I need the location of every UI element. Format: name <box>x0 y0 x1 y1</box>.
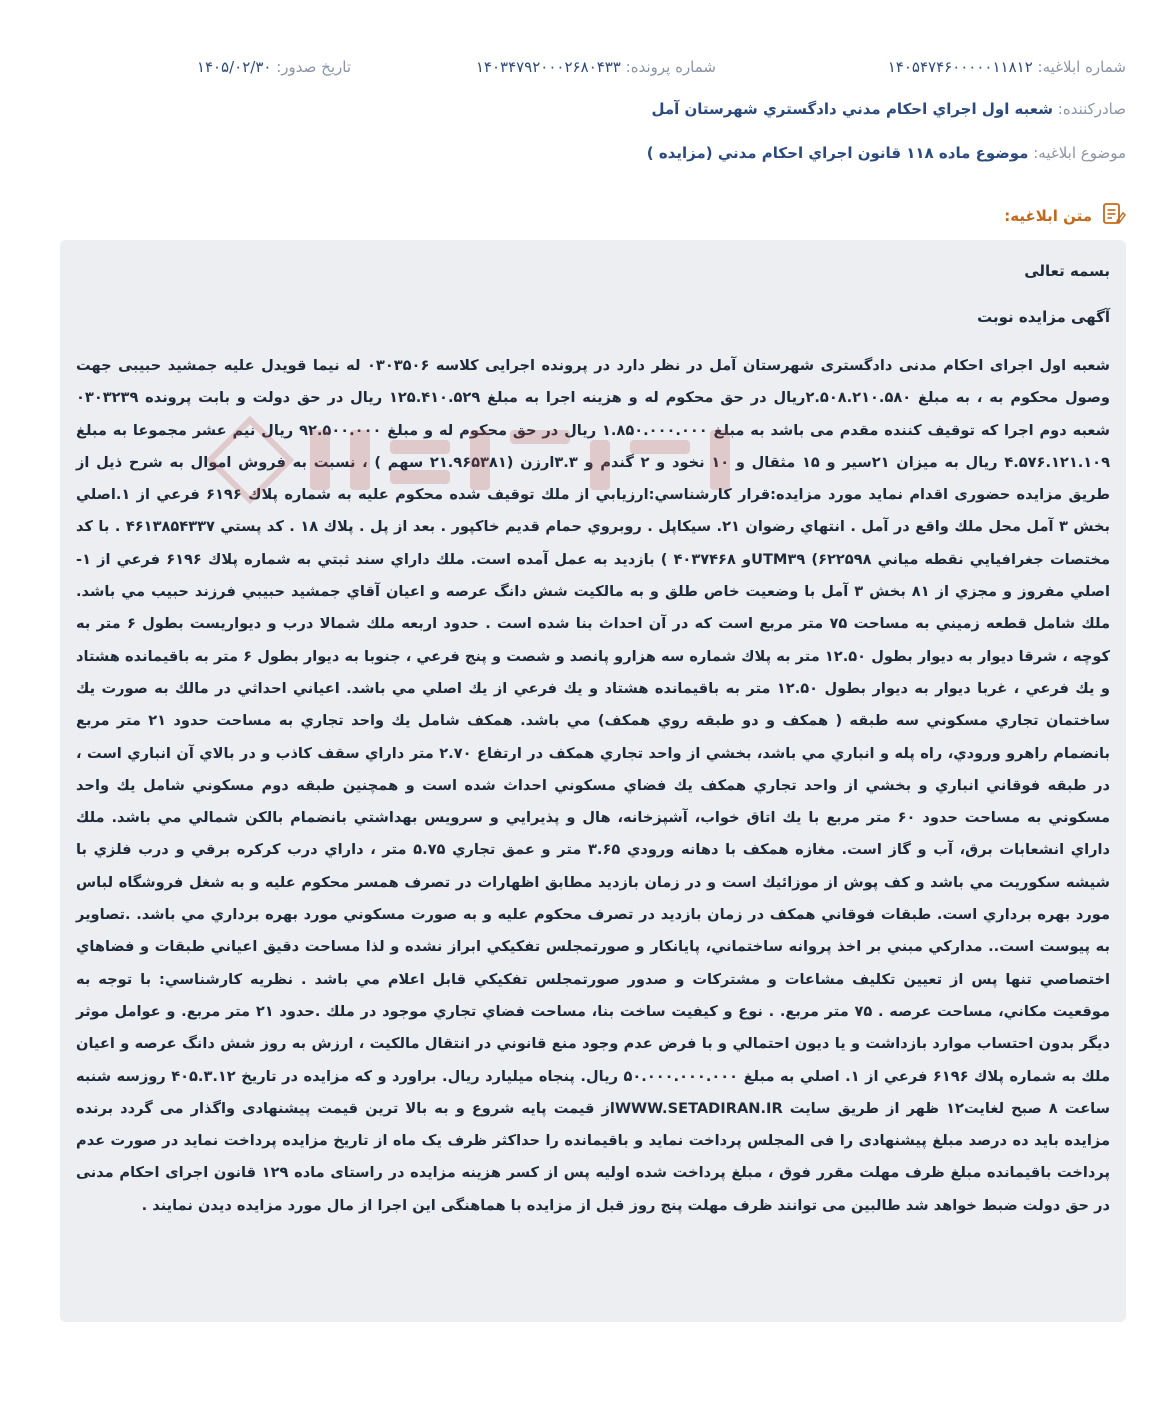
issue-date-value: ۱۴۰۵/۰۲/۳۰ <box>196 58 272 76</box>
issuer-row <box>48 100 1126 118</box>
notice-number-label: شماره ابلاغیه: <box>1037 58 1126 76</box>
issue-date <box>197 58 351 76</box>
notice-subheading: آگهی مزایده نوبت <box>977 308 1110 326</box>
section-title-text: متن ابلاغیه: <box>1004 207 1092 225</box>
issuer-value: شعبه اول اجراي احكام مدني دادگستري شهرستان آمل <box>651 100 1053 118</box>
section-title <box>1004 201 1126 231</box>
case-number-value: ۱۴۰۳۴۷۹۲۰۰۰۲۶۸۰۴۳۳ <box>475 58 621 76</box>
case-number <box>476 58 716 76</box>
case-number-label: شماره پرونده: <box>625 58 716 76</box>
notice-heading: بسمه تعالی <box>1024 262 1110 280</box>
issuer-label: صادرکننده: <box>1057 100 1126 118</box>
note-icon <box>1100 201 1126 231</box>
notice-body: شعبه اول اجرای احکام مدنی دادگستری شهرستان آمل در نظر دارد در پرونده اجرایی کلاسه ۰۳۰۳۵۰۶ له نیما قویدل علیه جمشید حبیبی جهت وصول محکوم به ، به مبلغ ۲.۵۰۸.۲۱۰.۵۸۰ریال در حق محکوم له و هزینه اجرا به مبلغ ۱۲۵.۴۱۰.۵۲۹ ریال در حق دولت و بابت پرونده ۰۳۰۳۲۳۹ شعبه دوم اجرا که توقیف کننده مقدم می باشد به مبلغ ۱.۸۵۰.۰۰۰.۰۰۰ ریال در حق محکوم له و مبلغ ۹۲.۵۰۰.۰۰۰ ریال نیم عشر مجموعا به مبلغ ۴.۵۷۶.۱۲۱.۱۰۹ ریال به میزان ۲۱سیر و ۱۵ مثقال و ۱۰ نخود و ۲ گندم و ۳.۳ارزن (۲۱.۹۶۵۳۸۱ سهم ) ، نسبت به فروش اموال به شرح ذیل از طریق مزایده حضوری اقدام نماید مورد مزایده:قرار کارشناسي:ارزيابي از ملك توقيف شده محكوم عليه به شماره پلاك ۶۱۹۶ فرعي از ۱.اصلي بخش ۳ آمل محل ملك واقع در آمل . انتهاي رضوان ۲۱. سيكاپل . روبروي حمام قديم خاكپور . بعد از پل . پلاك ۱۸ . كد پستي ۴۶۱۳۸۵۴۳۳۷ . با كد مختصات جغرافيايي نقطه مياني ۶۲۲۵۹۸) UTM۳۹و ۴۰۳۷۴۶۸ ) بازديد به عمل آمده است. ملك داراي سند ثبتي به شماره پلاك ۶۱۹۶ فرعي از ۱- اصلي مفروز و مجزي از ۸۱ بخش ۳ آمل با وضعيت خاص طلق و به مالكيت شش دانگ عرصه و اعيان آقاي جمشيد حبيبي فرزند حبيب مي باشد. ملك شامل قطعه زميني به مساحت ۷۵ متر مربع است كه در آن احداث بنا شده است . حدود اربعه ملك شمالا درب و ديواريست بطول ۶ متر به كوچه ، شرقا ديوار به ديوار بطول ۱۲.۵۰ متر به پلاك شماره سه هزارو پانصد و شصت و پنج فرعي ، جنوبا به ديوار بطول ۶ متر به باقيمانده هشتاد و يك فرعي ، غربا ديوار به ديوار بطول ۱۲.۵۰ متر به باقيمانده هشتاد و يك فرعي از يك اصلي مي باشد. اعياني احداثي در مالك به صورت يك ساختمان تجاري مسكوني سه طبقه ( همكف و دو طبقه روي همكف) مي باشد. همكف شامل يك واحد تجاري به مساحت حدود ۲۱ متر مربع بانضمام راهرو ورودي، راه پله و انباري مي باشد، بخشي از واحد تجاري همكف در ارتفاع ۲.۷۰ متر داراي سقف كاذب و در بالاي آن انباري است ، در طبقه فوقاني انباري و بخشي از واحد تجاري همكف يك فضاي مسكوني احداث شده است و همچنين طبقه دوم مسكوني شامل يك واحد مسكوني به مساحت حدود ۶۰ متر مربع با يك اتاق خواب، آشپزخانه، هال و پذيرايي و سرويس بهداشتي بانضمام بالكن شمالي مي باشد. ملك داراي انشعابات برق، آب و گاز است. مغازه همكف با دهانه ورودي ۳.۶۵ متر و عمق تجاري ۵.۷۵ متر ، داراي درب كركره برقي و درب فلزي با شيشه سكوريت مي باشد و كف پوش از موزائيك است و در زمان بازديد مطابق اظهارات در تصرف همسر محكوم عليه و به شغل فروشگاه لباس مورد بهره برداري است. طبقات فوقاني همكف در زمان بازديد در تصرف محكوم عليه و به صورت مسكوني مورد بهره برداري مي باشد. .تصاوير به پيوست است.. مداركي مبني بر اخذ پروانه ساختماني، پايانكار و صورتمجلس تفكيكي ابراز نشده و لذا مساحت دقيق اعياني طبقات و فضاهاي اختصاصي تنها پس از تعيين تكليف مشاعات و مشتركات و صدور صورتمجلس تفكيكي قابل اعلام مي باشد . نظريه كارشناسي: با توجه به موقعيت مكاني، مساحت عرصه . ۷۵ متر مربع. . نوع و كيفيت ساخت بنا، مساحت فضاي تجاري موجود در ملك .حدود ۲۱ متر مربع. و عوامل موثر ديگر بدون احتساب موارد بازداشت و يا ديون احتمالي و با فرض عدم وجود منع قانوني در انتقال مالكيت ، ارزش به روز شش دانگ عرصه و اعيان ملك به شماره پلاك ۶۱۹۶ فرعي از ۱. اصلي به مبلغ ۵۰.۰۰۰.۰۰۰.۰۰۰ ريال. پنجاه ميليارد ريال. براورد و كه مزایده در تاریخ ۴۰۵.۳.۱۲ روزسه شنبه ساعت ۸ صبح لغایت۱۲ ظهر از طریق سایت WWW.SETADIRAN.IRاز قیمت پایه شروع و به بالا ترین قیمت پیشنهادی واگذار می گردد برنده مزایده باید ده درصد مبلغ پیشنهادی را فی المجلس پرداخت نماید و باقیمانده را حداکثر ظرف یک ماه از تاریخ مزایده پرداخت نماید در صورت عدم پرداخت باقیمانده مبلغ ظرف مهلت مقرر فوق ، مبلغ پرداخت شده اولیه پس از کسر هزینه مزایده در راستای ماده ۱۲۹ قانون اجرای احکام مدنی در حق دولت ضبط خواهد شد طالبین می توانند ظرف مهلت پنج روز قبل از مزایده با هماهنگی این اجرا از مال مورد مزایده دیدن نمایند . <box>76 357 1111 1214</box>
notice-number <box>888 58 1126 76</box>
subject-label: موضوع ابلاغیه: <box>1033 144 1126 162</box>
issue-date-label: تاریخ صدور: <box>276 58 351 76</box>
notice-panel <box>60 240 1126 1322</box>
subject-row <box>48 144 1126 162</box>
meta-row-numbers <box>48 58 1126 82</box>
notice-number-value: ۱۴۰۵۴۷۴۶۰۰۰۰۰۱۱۸۱۲ <box>887 58 1033 76</box>
subject-value: موضوع ماده ۱۱۸ قانون اجراي احكام مدني (مزايده ) <box>646 144 1029 162</box>
